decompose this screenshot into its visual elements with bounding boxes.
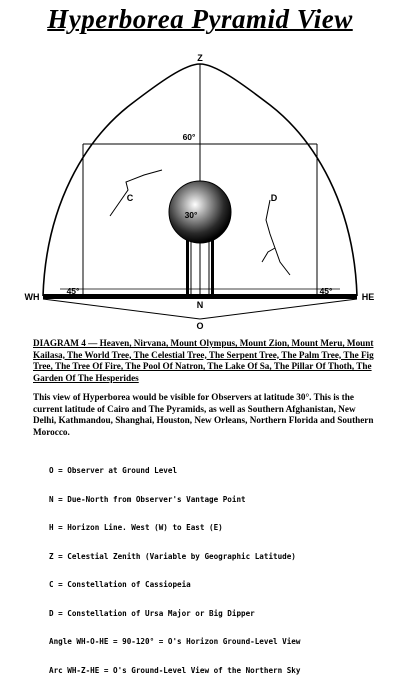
big-dipper-constellation xyxy=(266,200,290,275)
angle-right-label: 45° xyxy=(319,286,333,296)
legend-item: Z = Celestial Zenith (Variable by Geographic Latitude) xyxy=(49,551,296,561)
view-line-left xyxy=(43,299,200,319)
legend-item: D = Constellation of Ursa Major or Big Dipper xyxy=(49,608,255,618)
horizon-line xyxy=(43,294,357,299)
legend-item: N = Due-North from Observer's Vantage Point xyxy=(49,494,246,504)
legend-item: C = Constellation of Cassiopeia xyxy=(49,580,191,589)
cassiopeia-label: C xyxy=(126,193,134,203)
legend-item: H = Horizon Line. West (W) to East (E) xyxy=(49,523,223,532)
legend-item: Arc WH-Z-HE = O's Ground-Level View of the Northern Sky xyxy=(49,665,301,675)
caption-prefix: DIAGRAM 4 — xyxy=(33,338,98,348)
legend-item: Angle WH-O-HE = 90-120° = O's Horizon Ground-Level View xyxy=(49,637,301,646)
pillar-right xyxy=(211,240,214,296)
angle-left-label: 45° xyxy=(66,286,80,296)
view-line-right xyxy=(200,299,357,319)
observer-label: O xyxy=(196,321,204,331)
sphere xyxy=(169,181,231,243)
cassiopeia-constellation xyxy=(110,170,162,216)
latitude-description: This view of Hyperborea would be visible for Observers at latitude 30°. This is the current latitude of Cairo and The Pyramids, as well as Southern Afghanistan, New Delhi, Kathmandou, Shanghai, Houston, New Orleans, Northern Florida and Southern Morocco. xyxy=(33,392,374,437)
diagram-caption xyxy=(33,338,378,384)
east-horizon-label: HE xyxy=(361,292,375,302)
latitude-60-label: 60° xyxy=(182,132,196,142)
big-dipper-handle xyxy=(262,248,275,262)
diagram-title: Hyperborea Pyramid View xyxy=(47,4,353,34)
latitude-30-label: 30° xyxy=(184,210,198,220)
legend-item: O = Observer at Ground Level xyxy=(49,466,178,475)
zenith-label: Z xyxy=(197,53,203,63)
big-dipper-label: D xyxy=(270,193,278,203)
pillar-left xyxy=(186,240,189,296)
pyramid-view-diagram xyxy=(0,0,400,335)
legend xyxy=(49,447,389,685)
west-horizon-label: WH xyxy=(24,292,40,302)
north-label: N xyxy=(196,300,204,310)
caption-text: Heaven, Nirvana, Mount Olympus, Mount Zion, Mount Meru, Mount Kailasa, The World Tree, The Celestial Tree, The Serpent Tree, The Palm Tree, The Fig Tree, The Tree Of Fire, The Pool Of Natron, The Lake Of Sa, The Pillar Of Thoth, The Garden Of The Hesperides xyxy=(33,338,374,383)
